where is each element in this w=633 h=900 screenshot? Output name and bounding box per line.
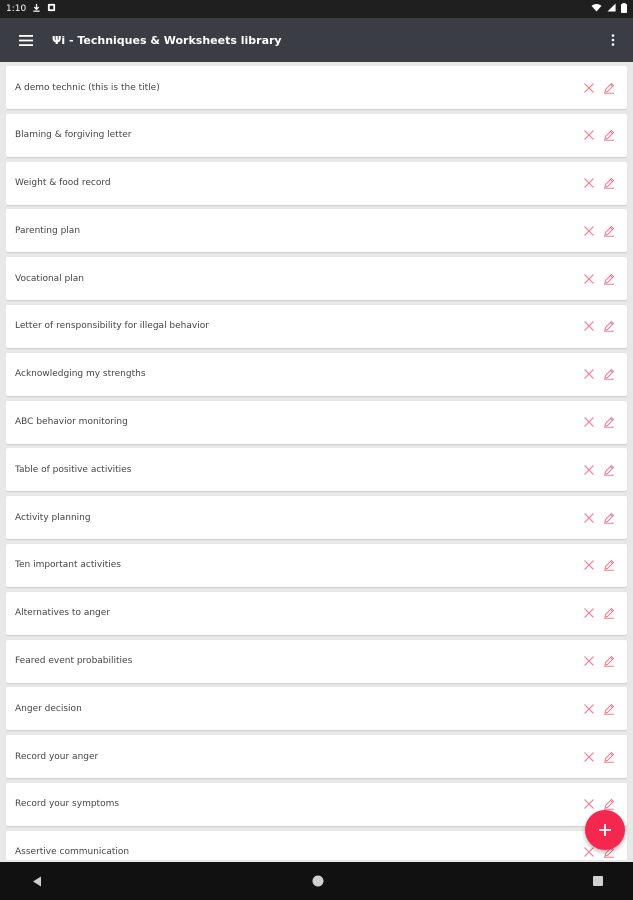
- list-item-actions: [583, 82, 615, 94]
- list-item-label: Activity planning: [15, 512, 91, 523]
- edit-icon[interactable]: [603, 751, 615, 763]
- list-item-label: Vocational plan: [15, 273, 84, 284]
- list-item-label: Record your symptoms: [15, 799, 120, 810]
- list-item-actions: [583, 798, 615, 810]
- list-item-label: Alternatives to anger: [15, 608, 110, 619]
- list-item-label: Assertive communication: [15, 847, 130, 858]
- status-bar: [0, 0, 633, 18]
- list-item-label: Letter of rensponsibility for illegal behavior: [15, 321, 209, 332]
- more-vert-icon[interactable]: [593, 18, 633, 62]
- list-item-actions: [583, 177, 615, 189]
- edit-icon[interactable]: [603, 655, 615, 667]
- edit-icon[interactable]: [603, 82, 615, 94]
- list-item[interactable]: [6, 735, 627, 778]
- list-item-actions: [583, 225, 615, 237]
- back-icon[interactable]: [30, 874, 44, 888]
- edit-icon[interactable]: [603, 177, 615, 189]
- delete-icon[interactable]: [583, 655, 595, 667]
- list-item-label: Record your anger: [15, 751, 99, 762]
- list-item[interactable]: [6, 783, 627, 826]
- edit-icon[interactable]: [603, 464, 615, 476]
- delete-icon[interactable]: [583, 703, 595, 715]
- edit-icon[interactable]: [603, 273, 615, 285]
- home-icon[interactable]: [311, 874, 325, 888]
- add-button[interactable]: [585, 810, 625, 850]
- list-item-actions: [583, 655, 615, 667]
- list-item-label: Weight & food record: [15, 178, 111, 189]
- delete-icon[interactable]: [583, 368, 595, 380]
- delete-icon[interactable]: [583, 798, 595, 810]
- nav-bar: [0, 862, 633, 900]
- list-item[interactable]: [6, 353, 627, 396]
- list-item-actions: [583, 368, 615, 380]
- edit-icon[interactable]: [603, 368, 615, 380]
- wifi-icon: [591, 3, 602, 15]
- list-item-actions: [583, 129, 615, 141]
- list-item-label: Ten important activities: [15, 560, 121, 571]
- app-bar: [0, 18, 633, 62]
- list-item[interactable]: [6, 592, 627, 635]
- delete-icon[interactable]: [583, 225, 595, 237]
- delete-icon[interactable]: [583, 464, 595, 476]
- edit-icon[interactable]: [603, 559, 615, 571]
- delete-icon[interactable]: [583, 416, 595, 428]
- list-item-actions: [583, 273, 615, 285]
- list-item[interactable]: [6, 401, 627, 444]
- delete-icon[interactable]: [583, 512, 595, 524]
- list-item-label: Blaming & forgiving letter: [15, 130, 132, 141]
- notification-icon: [47, 3, 56, 15]
- list-item[interactable]: [6, 687, 627, 730]
- list-item[interactable]: [6, 640, 627, 683]
- list-item-actions: [583, 607, 615, 619]
- delete-icon[interactable]: [583, 320, 595, 332]
- list-item[interactable]: [6, 448, 627, 491]
- edit-icon[interactable]: [603, 798, 615, 810]
- list-item[interactable]: [6, 114, 627, 157]
- list-item-label: Parenting plan: [15, 225, 81, 236]
- delete-icon[interactable]: [583, 751, 595, 763]
- battery-icon: [621, 3, 627, 16]
- list-item[interactable]: [6, 162, 627, 205]
- list-item-label: Feared event probabilities: [15, 656, 133, 667]
- page-title: Ψi - Techniques & Worksheets library: [52, 33, 282, 47]
- list-item[interactable]: [6, 496, 627, 539]
- signal-icon: [607, 3, 616, 15]
- list-item-actions: [583, 751, 615, 763]
- list-item-label: Table of positive activities: [15, 464, 132, 475]
- list-item-label: Anger decision: [15, 703, 82, 714]
- delete-icon[interactable]: [583, 177, 595, 189]
- list-item-actions: [583, 512, 615, 524]
- list-item[interactable]: [6, 831, 627, 860]
- delete-icon[interactable]: [583, 559, 595, 571]
- edit-icon[interactable]: [603, 607, 615, 619]
- delete-icon[interactable]: [583, 607, 595, 619]
- techniques-list[interactable]: [6, 66, 627, 860]
- edit-icon[interactable]: [603, 225, 615, 237]
- list-item[interactable]: [6, 257, 627, 300]
- list-item[interactable]: [6, 544, 627, 587]
- list-item-actions: [583, 320, 615, 332]
- download-icon: [32, 3, 41, 15]
- edit-icon[interactable]: [603, 320, 615, 332]
- edit-icon[interactable]: [603, 512, 615, 524]
- list-item-label: ABC behavior monitoring: [15, 417, 128, 428]
- delete-icon[interactable]: [583, 129, 595, 141]
- list-item[interactable]: [6, 209, 627, 252]
- delete-icon[interactable]: [583, 846, 595, 858]
- hamburger-menu-icon[interactable]: [0, 18, 52, 62]
- list-item-actions: [583, 416, 615, 428]
- list-item-label: Acknowledging my strengths: [15, 369, 146, 380]
- list-item-actions: [583, 464, 615, 476]
- edit-icon[interactable]: [603, 416, 615, 428]
- edit-icon[interactable]: [603, 129, 615, 141]
- delete-icon[interactable]: [583, 273, 595, 285]
- list-item-actions: [583, 703, 615, 715]
- plus-icon: [598, 823, 612, 837]
- status-time: 1:10: [6, 4, 27, 14]
- list-item-label: A demo technic (this is the title): [15, 82, 160, 93]
- list-item[interactable]: [6, 66, 627, 109]
- delete-icon[interactable]: [583, 82, 595, 94]
- recents-icon[interactable]: [591, 874, 605, 888]
- edit-icon[interactable]: [603, 703, 615, 715]
- list-item-actions: [583, 559, 615, 571]
- list-item[interactable]: [6, 305, 627, 348]
